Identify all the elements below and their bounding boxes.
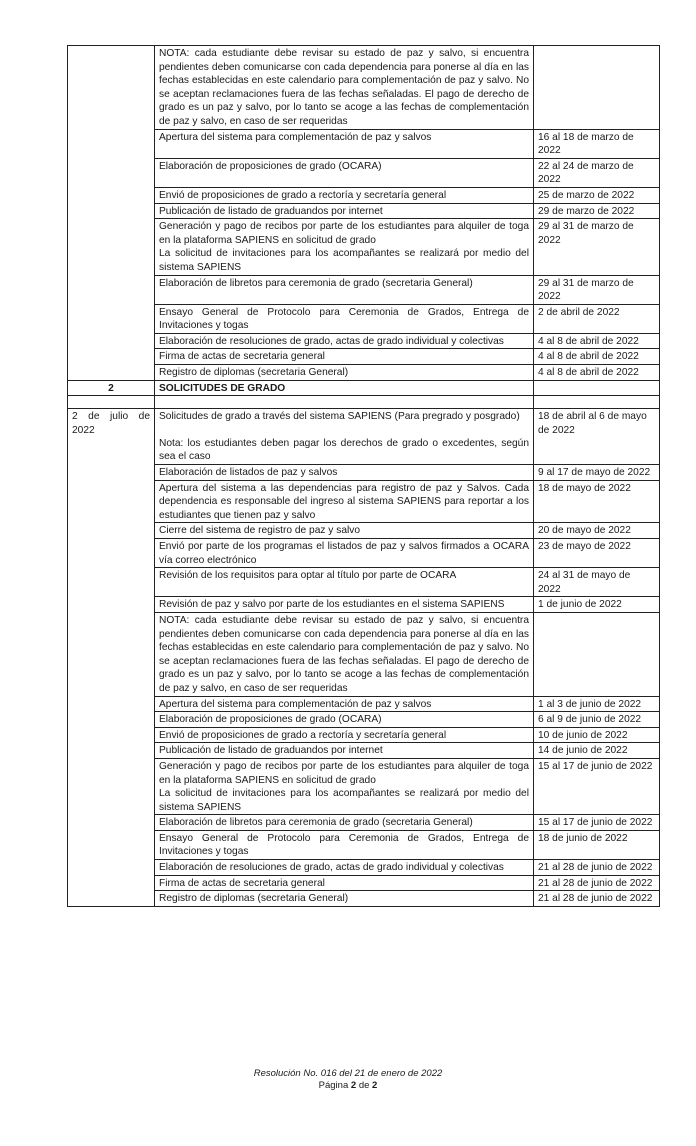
date-cell: 4 al 8 de abril de 2022 — [534, 365, 660, 381]
section-header — [68, 380, 660, 409]
activity-cell — [155, 696, 534, 712]
date-cell: 24 al 31 de mayo de 2022 — [534, 568, 660, 597]
activity-text: Generación y pago de recibos por parte de los estudiantes para alquiler de toga en la plataforma SAPIENS en solicitud de grado — [159, 221, 529, 246]
activity-text: La solicitud de invitaciones para los acompañantes se realizará por medio del sistema SAPIENS — [159, 248, 529, 273]
date-cell: 15 al 17 de junio de 2022 — [534, 815, 660, 831]
activity-text: Envió por parte de los programas el listados de paz y salvos firmados a OCARA vía correo electrónico — [159, 541, 529, 566]
date-cell: 18 de mayo de 2022 — [534, 480, 660, 523]
date-cell: 4 al 8 de abril de 2022 — [534, 349, 660, 365]
table-row — [68, 304, 660, 333]
activity-cell — [155, 219, 534, 275]
section-number: 2 — [68, 380, 155, 396]
table-row — [68, 523, 660, 539]
activity-text: Publicación de listado de graduandos por internet — [159, 745, 383, 757]
activity-cell — [155, 727, 534, 743]
activity-cell — [155, 860, 534, 876]
section-title: SOLICITUDES DE GRADO — [155, 380, 534, 396]
date-cell: 4 al 8 de abril de 2022 — [534, 333, 660, 349]
table-row — [68, 349, 660, 365]
table-row — [68, 758, 660, 814]
activity-cell — [155, 712, 534, 728]
activity-text: NOTA: cada estudiante debe revisar su estado de paz y salvo, si encuentra pendientes deben comunicarse con cada dependencia para ponerse al día en las fechas establecidas en este calendario para complementación de paz y salvo. No se aceptan reclamaciones fuera de las fechas señaladas. El pago de derecho de grado es un paz y salvo, por lo tanto se acoge a las fechas de complementación de paz y salvo, en caso de ser requeridas — [159, 48, 529, 127]
activity-text: Firma de actas de secretaria general — [159, 351, 325, 363]
activity-cell — [155, 597, 534, 613]
activity-cell — [155, 568, 534, 597]
activity-cell — [155, 758, 534, 814]
activity-text: Registro de diplomas (secretaria General) — [159, 893, 349, 905]
date-cell: 20 de mayo de 2022 — [534, 523, 660, 539]
activity-cell — [155, 158, 534, 187]
date-cell: 14 de junio de 2022 — [534, 743, 660, 759]
activity-text: Ensayo General de Protocolo para Ceremonia de Grados, Entrega de Invitaciones y togas — [159, 832, 529, 858]
date-cell: 29 al 31 de marzo de 2022 — [534, 219, 660, 275]
date-cell — [534, 46, 660, 130]
table-row — [68, 612, 660, 696]
activity-text: Firma de actas de secretaria general — [159, 877, 325, 889]
activity-text: Envió de proposiciones de grado a rectoría y secretaría general — [159, 729, 447, 741]
date-cell: 6 al 9 de junio de 2022 — [534, 712, 660, 728]
table-row — [68, 539, 660, 568]
activity-text: Publicación de listado de graduandos por internet — [159, 205, 383, 217]
activity-cell — [155, 46, 534, 130]
date-cell: 25 de marzo de 2022 — [534, 187, 660, 203]
section-row — [68, 380, 660, 396]
table-row — [68, 568, 660, 597]
date-cell: 22 al 24 de marzo de 2022 — [534, 158, 660, 187]
table-row — [68, 465, 660, 481]
date-cell: 21 al 28 de junio de 2022 — [534, 860, 660, 876]
activity-text: Elaboración de resoluciones de grado, actas de grado individual y colectivas — [159, 335, 504, 347]
table-row — [68, 860, 660, 876]
date-cell: 9 al 17 de mayo de 2022 — [534, 465, 660, 481]
table-row — [68, 597, 660, 613]
date-cell: 18 de junio de 2022 — [534, 830, 660, 859]
date-cell: 10 de junio de 2022 — [534, 727, 660, 743]
date-cell: 1 de junio de 2022 — [534, 597, 660, 613]
activity-text: Elaboración de libretos para ceremonia de grado (secretaria General) — [159, 817, 473, 829]
of-word: de — [358, 1079, 370, 1091]
date-cell — [534, 612, 660, 696]
date-cell: 15 al 17 de junio de 2022 — [534, 758, 660, 814]
period-cell — [68, 46, 155, 381]
activity-text: Generación y pago de recibos por parte de los estudiantes para alquiler de toga en la plataforma SAPIENS en solicitud de grado — [159, 760, 529, 786]
paragraph-gap — [159, 424, 529, 437]
table-body-lower — [68, 409, 660, 907]
table-row — [68, 275, 660, 304]
activity-cell — [155, 187, 534, 203]
activity-text: NOTA: cada estudiante debe revisar su estado de paz y salvo, si encuentra pendientes deben comunicarse con cada dependencia para ponerse al día en las fechas establecidas en este calendario para complementación de paz y salvo. No se aceptan reclamaciones fuera de las fechas señaladas. El pago de derecho de grado es un paz y salvo, por lo tanto se acoge a las fechas de complementación de paz y salvo, en caso de ser requeridas — [159, 614, 529, 694]
date-cell: 1 al 3 de junio de 2022 — [534, 696, 660, 712]
table-row — [68, 743, 660, 759]
activity-text: Apertura del sistema a las dependencias para registro de paz y Salvos. Cada dependencia es responsable del ingreso al sistema SAPIENS para reportar a los estudiantes que tienen paz y salvo — [159, 482, 529, 521]
page-total: 2 — [372, 1079, 378, 1091]
table-row — [68, 815, 660, 831]
activity-text: Registro de diplomas (secretaria General) — [159, 367, 349, 379]
page-number-line — [319, 1080, 378, 1091]
activity-cell — [155, 465, 534, 481]
activity-cell — [155, 480, 534, 523]
graduation-calendar-table — [67, 45, 660, 907]
resolution-reference: Resolución No. 016 del 21 de enero de 2022 — [253, 1068, 443, 1079]
table-row — [68, 891, 660, 907]
table-row — [68, 158, 660, 187]
activity-text: Elaboración de proposiciones de grado (OCARA) — [159, 160, 382, 172]
activity-text: La solicitud de invitaciones para los acompañantes se realizará por medio del sistema SAPIENS — [159, 788, 529, 813]
table-row — [68, 409, 660, 465]
activity-cell — [155, 304, 534, 333]
table-row — [68, 830, 660, 859]
activity-cell — [155, 830, 534, 859]
date-cell: 23 de mayo de 2022 — [534, 539, 660, 568]
activity-text: Elaboración de libretos para ceremonia de grado (secretaria General) — [159, 277, 473, 289]
table-row — [68, 333, 660, 349]
activity-text: Apertura del sistema para complementación de paz y salvos — [159, 698, 432, 710]
activity-cell — [155, 275, 534, 304]
date-cell: 29 de marzo de 2022 — [534, 203, 660, 219]
activity-cell — [155, 743, 534, 759]
table-row — [68, 365, 660, 381]
activity-cell — [155, 129, 534, 158]
activity-cell — [155, 539, 534, 568]
table-body-upper — [68, 46, 660, 381]
spacer-row — [68, 396, 660, 409]
activity-text: Elaboración de listados de paz y salvos — [159, 467, 338, 479]
date-cell: 29 al 31 de marzo de 2022 — [534, 275, 660, 304]
page-word: Página — [318, 1079, 349, 1091]
table-row — [68, 187, 660, 203]
table-row — [68, 696, 660, 712]
activity-cell — [155, 523, 534, 539]
activity-text: Solicitudes de grado a través del sistema SAPIENS (Para pregrado y posgrado) — [159, 411, 520, 423]
table-row — [68, 727, 660, 743]
date-cell: 21 al 28 de junio de 2022 — [534, 875, 660, 891]
table-row — [68, 219, 660, 275]
page-number: 2 — [350, 1079, 357, 1091]
table-row — [68, 46, 660, 130]
table-row — [68, 129, 660, 158]
activity-text: Elaboración de proposiciones de grado (OCARA) — [159, 714, 382, 726]
activity-cell — [155, 365, 534, 381]
activity-cell — [155, 349, 534, 365]
activity-cell — [155, 875, 534, 891]
date-cell: 2 de abril de 2022 — [534, 304, 660, 333]
page-footer — [0, 1068, 696, 1091]
table-row — [68, 480, 660, 523]
activity-text: Elaboración de resoluciones de grado, actas de grado individual y colectivas — [159, 862, 504, 874]
activity-text: Revisión de los requisitos para optar al título por parte de OCARA — [159, 570, 457, 582]
activity-text: Envió de proposiciones de grado a rectoría y secretaría general — [159, 189, 447, 201]
activity-text: Nota: los estudiantes deben pagar los derechos de grado o excedentes, según sea el caso — [159, 437, 529, 463]
activity-cell — [155, 203, 534, 219]
activity-cell — [155, 891, 534, 907]
activity-text: Cierre del sistema de registro de paz y salvo — [159, 525, 361, 537]
calendar-document — [67, 45, 653, 907]
table-row — [68, 203, 660, 219]
activity-text: Apertura del sistema para complementación de paz y salvos — [159, 131, 432, 143]
activity-cell — [155, 612, 534, 696]
period-cell — [68, 409, 155, 907]
activity-text: Ensayo General de Protocolo para Ceremonia de Grados, Entrega de Invitaciones y togas — [159, 306, 529, 332]
period-label: 2 de julio de 2022 — [72, 411, 150, 436]
date-cell: 16 al 18 de marzo de 2022 — [534, 129, 660, 158]
table-row — [68, 875, 660, 891]
activity-cell — [155, 815, 534, 831]
date-cell: 18 de abril al 6 de mayo de 2022 — [534, 409, 660, 465]
activity-cell — [155, 409, 534, 465]
table-row — [68, 712, 660, 728]
date-cell: 21 al 28 de junio de 2022 — [534, 891, 660, 907]
section-date-cell — [534, 380, 660, 396]
activity-text: Revisión de paz y salvo por parte de los estudiantes en el sistema SAPIENS — [159, 599, 505, 611]
activity-cell — [155, 333, 534, 349]
